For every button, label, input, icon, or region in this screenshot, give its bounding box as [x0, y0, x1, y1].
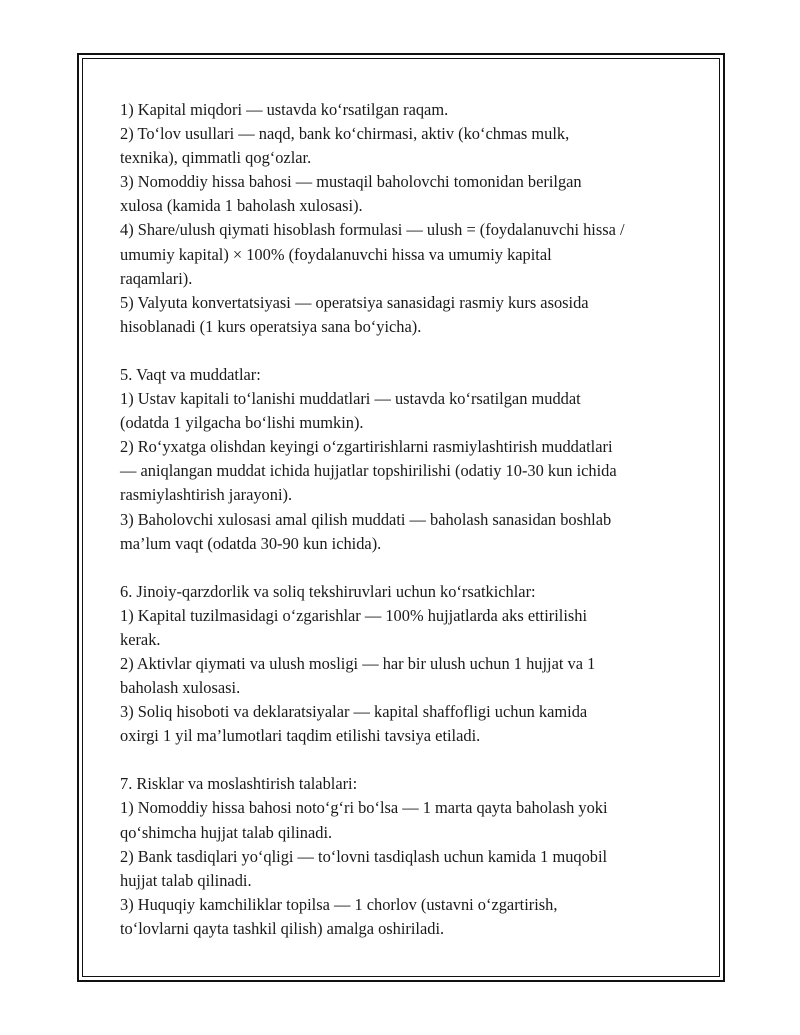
- document-section: [120, 363, 695, 556]
- text-line: umumiy kapital) × 100% (foydalanuvchi hissa va umumiy kapital: [120, 244, 552, 264]
- text-line: 3) Huquqiy kamchiliklar topilsa — 1 chorlov (ustavni o‘zgartirish,: [120, 894, 558, 914]
- text-line: 1) Kapital tuzilmasidagi o‘zgarishlar — 100% hujjatlarda aks ettirilishi: [120, 605, 588, 625]
- text-line: 1) Nomoddiy hissa bahosi noto‘g‘ri bo‘lsa — 1 marta qayta baholash yoki: [120, 798, 608, 818]
- text-line: — aniqlangan muddat ichida hujjatlar topshirilishi (odatiy 10-30 kun ichida: [120, 461, 617, 481]
- text-line: 6. Jinoiy-qarzdorlik va soliq tekshiruvlari uchun ko‘rsatkichlar:: [120, 581, 536, 601]
- text-line: 4) Share/ulush qiymati hisoblash formulasi — ulush = (foydalanuvchi hissa /: [120, 220, 625, 240]
- text-line: (odatda 1 yilgacha bo‘lishi mumkin).: [120, 413, 364, 433]
- text-line: 3) Baholovchi xulosasi amal qilish muddati — baholash sanasidan boshlab: [120, 509, 612, 529]
- text-line: 1) Ustav kapitali to‘lanishi muddatlari — ustavda ko‘rsatilgan muddat: [120, 389, 581, 409]
- text-line: 7. Risklar va moslashtirish talablari:: [120, 774, 358, 794]
- text-line: 2) Ro‘yxatga olishdan keyingi o‘zgartirishlarni rasmiylashtirish muddatlari: [120, 437, 613, 457]
- document-body: [120, 98, 695, 965]
- document-section: [120, 98, 695, 339]
- text-line: 2) Bank tasdiqlari yo‘qligi — to‘lovni tasdiqlash uchun kamida 1 muqobil: [120, 846, 608, 866]
- text-line: 1) Kapital miqdori — ustavda ko‘rsatilgan raqam.: [120, 100, 449, 119]
- text-line: 2) To‘lov usullari — naqd, bank ko‘chirmasi, aktiv (ko‘chmas mulk,: [120, 124, 570, 144]
- text-line: 3) Nomoddiy hissa bahosi — mustaqil baholovchi tomonidan berilgan: [120, 172, 582, 192]
- text-line: texnika), qimmatli qog‘ozlar.: [120, 148, 312, 168]
- text-line: qo‘shimcha hujjat talab qilinadi.: [120, 822, 333, 842]
- text-line: hujjat talab qilinadi.: [120, 870, 252, 890]
- text-line: kerak.: [120, 629, 161, 649]
- text-line: ma’lum vaqt (odatda 30-90 kun ichida).: [120, 533, 382, 553]
- text-line: oxirgi 1 yil ma’lumotlari taqdim etilishi tavsiya etiladi.: [120, 726, 481, 746]
- text-line: 5. Vaqt va muddatlar:: [120, 364, 261, 384]
- text-line: baholash xulosasi.: [120, 678, 241, 698]
- document-section: [120, 580, 695, 749]
- text-line: rasmiylashtirish jarayoni).: [120, 485, 293, 505]
- text-line: to‘lovlarni qayta tashkil qilish) amalga oshiriladi.: [120, 918, 445, 938]
- text-line: 2) Aktivlar qiymati va ulush mosligi — har bir ulush uchun 1 hujjat va 1: [120, 653, 596, 673]
- text-line: xulosa (kamida 1 baholash xulosasi).: [120, 196, 363, 216]
- text-line: hisoblanadi (1 kurs operatsiya sana bo‘yicha).: [120, 316, 422, 336]
- text-line: 3) Soliq hisoboti va deklaratsiyalar — kapital shaffofligi uchun kamida: [120, 702, 588, 722]
- text-line: raqamlari).: [120, 268, 193, 288]
- page-border-outer: [77, 53, 725, 982]
- document-section: [120, 772, 695, 941]
- text-line: 5) Valyuta konvertatsiyasi — operatsiya sanasidagi rasmiy kurs asosida: [120, 292, 589, 312]
